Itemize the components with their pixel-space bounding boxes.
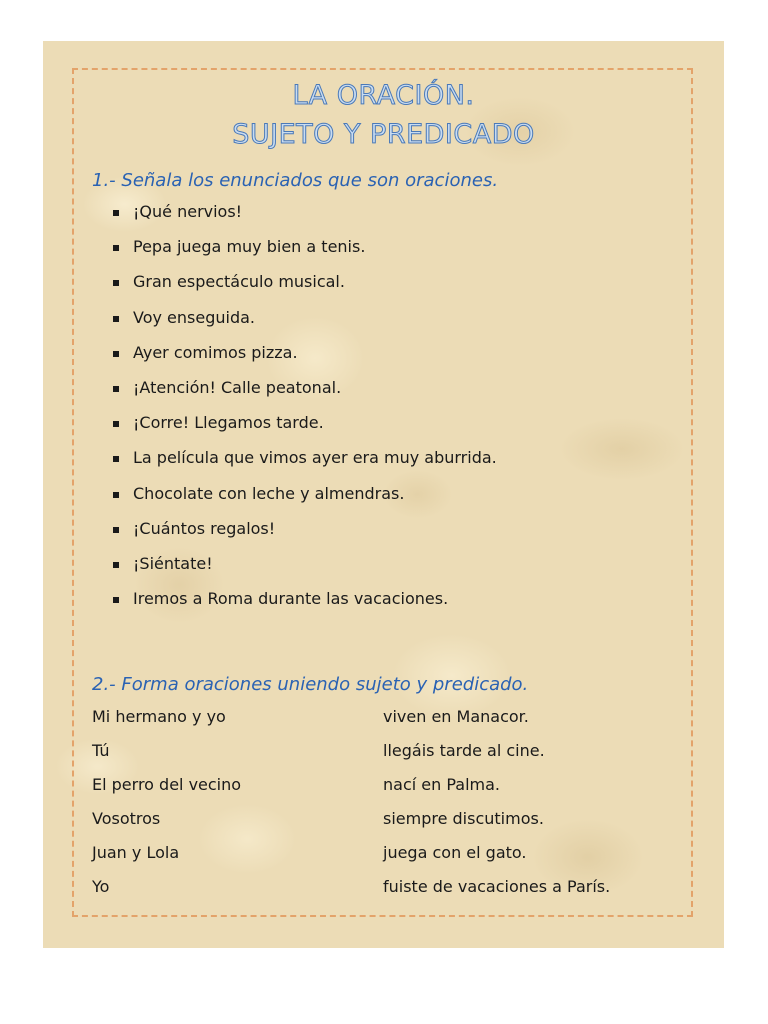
bullet-icon	[113, 245, 119, 251]
subjects-column	[92, 709, 241, 913]
exercise-1-heading: 1.- Señala los enunciados que son oraciones.	[92, 170, 499, 191]
exercise-2-heading: 2.- Forma oraciones uniendo sujeto y predicado.	[92, 674, 529, 695]
bullet-icon	[113, 280, 119, 286]
worksheet-page	[43, 41, 724, 948]
subject-item: Vosotros	[92, 809, 161, 828]
bullet-icon	[113, 456, 119, 462]
list-item-text: La película que vimos ayer era muy aburrida.	[133, 448, 497, 468]
predicate-item: llegáis tarde al cine.	[383, 741, 545, 760]
subject-item: Yo	[92, 877, 110, 896]
list-item-text: Pepa juega muy bien a tenis.	[133, 237, 366, 257]
subject-item: Juan y Lola	[92, 843, 180, 862]
bullet-icon	[113, 386, 119, 392]
bullet-icon	[113, 492, 119, 498]
list-item-text: ¡Qué nervios!	[133, 202, 243, 221]
predicate-item: nací en Palma.	[383, 775, 500, 794]
list-item-text: Ayer comimos pizza.	[133, 342, 298, 362]
bullet-icon	[113, 351, 119, 357]
subject-item: El perro del vecino	[92, 775, 242, 794]
subject-item: Mi hermano y yo	[92, 707, 226, 726]
list-item-text: Chocolate con leche y almendras.	[133, 483, 405, 503]
list-item-text: ¡Siéntate!	[133, 553, 213, 573]
predicate-item: fuiste de vacaciones a París.	[383, 877, 611, 896]
list-item-text: Voy enseguida.	[133, 307, 255, 327]
predicate-item: siempre discutimos.	[383, 809, 544, 828]
page-subtitle: SUJETO Y PREDICADO	[232, 119, 535, 150]
list-item-text: ¡Corre! Llegamos tarde.	[133, 413, 324, 433]
bullet-icon	[113, 421, 119, 427]
predicate-item: viven en Manacor.	[383, 707, 529, 726]
list-item-text: Gran espectáculo musical.	[133, 272, 345, 292]
bullet-icon	[113, 210, 119, 216]
predicate-item: juega con el gato.	[383, 843, 527, 862]
list-item-text: ¡Cuántos regalos!	[133, 518, 276, 538]
predicates-column	[383, 709, 610, 913]
list-item-text: Iremos a Roma durante las vacaciones.	[133, 589, 449, 609]
bullet-icon	[113, 597, 119, 603]
bullet-icon	[113, 527, 119, 533]
list-item-text: ¡Atención! Calle peatonal.	[133, 377, 342, 397]
subject-item: Tú	[92, 741, 110, 760]
bullet-icon	[113, 562, 119, 568]
page-title: LA ORACIÓN.	[292, 80, 475, 111]
bullet-icon	[113, 316, 119, 322]
